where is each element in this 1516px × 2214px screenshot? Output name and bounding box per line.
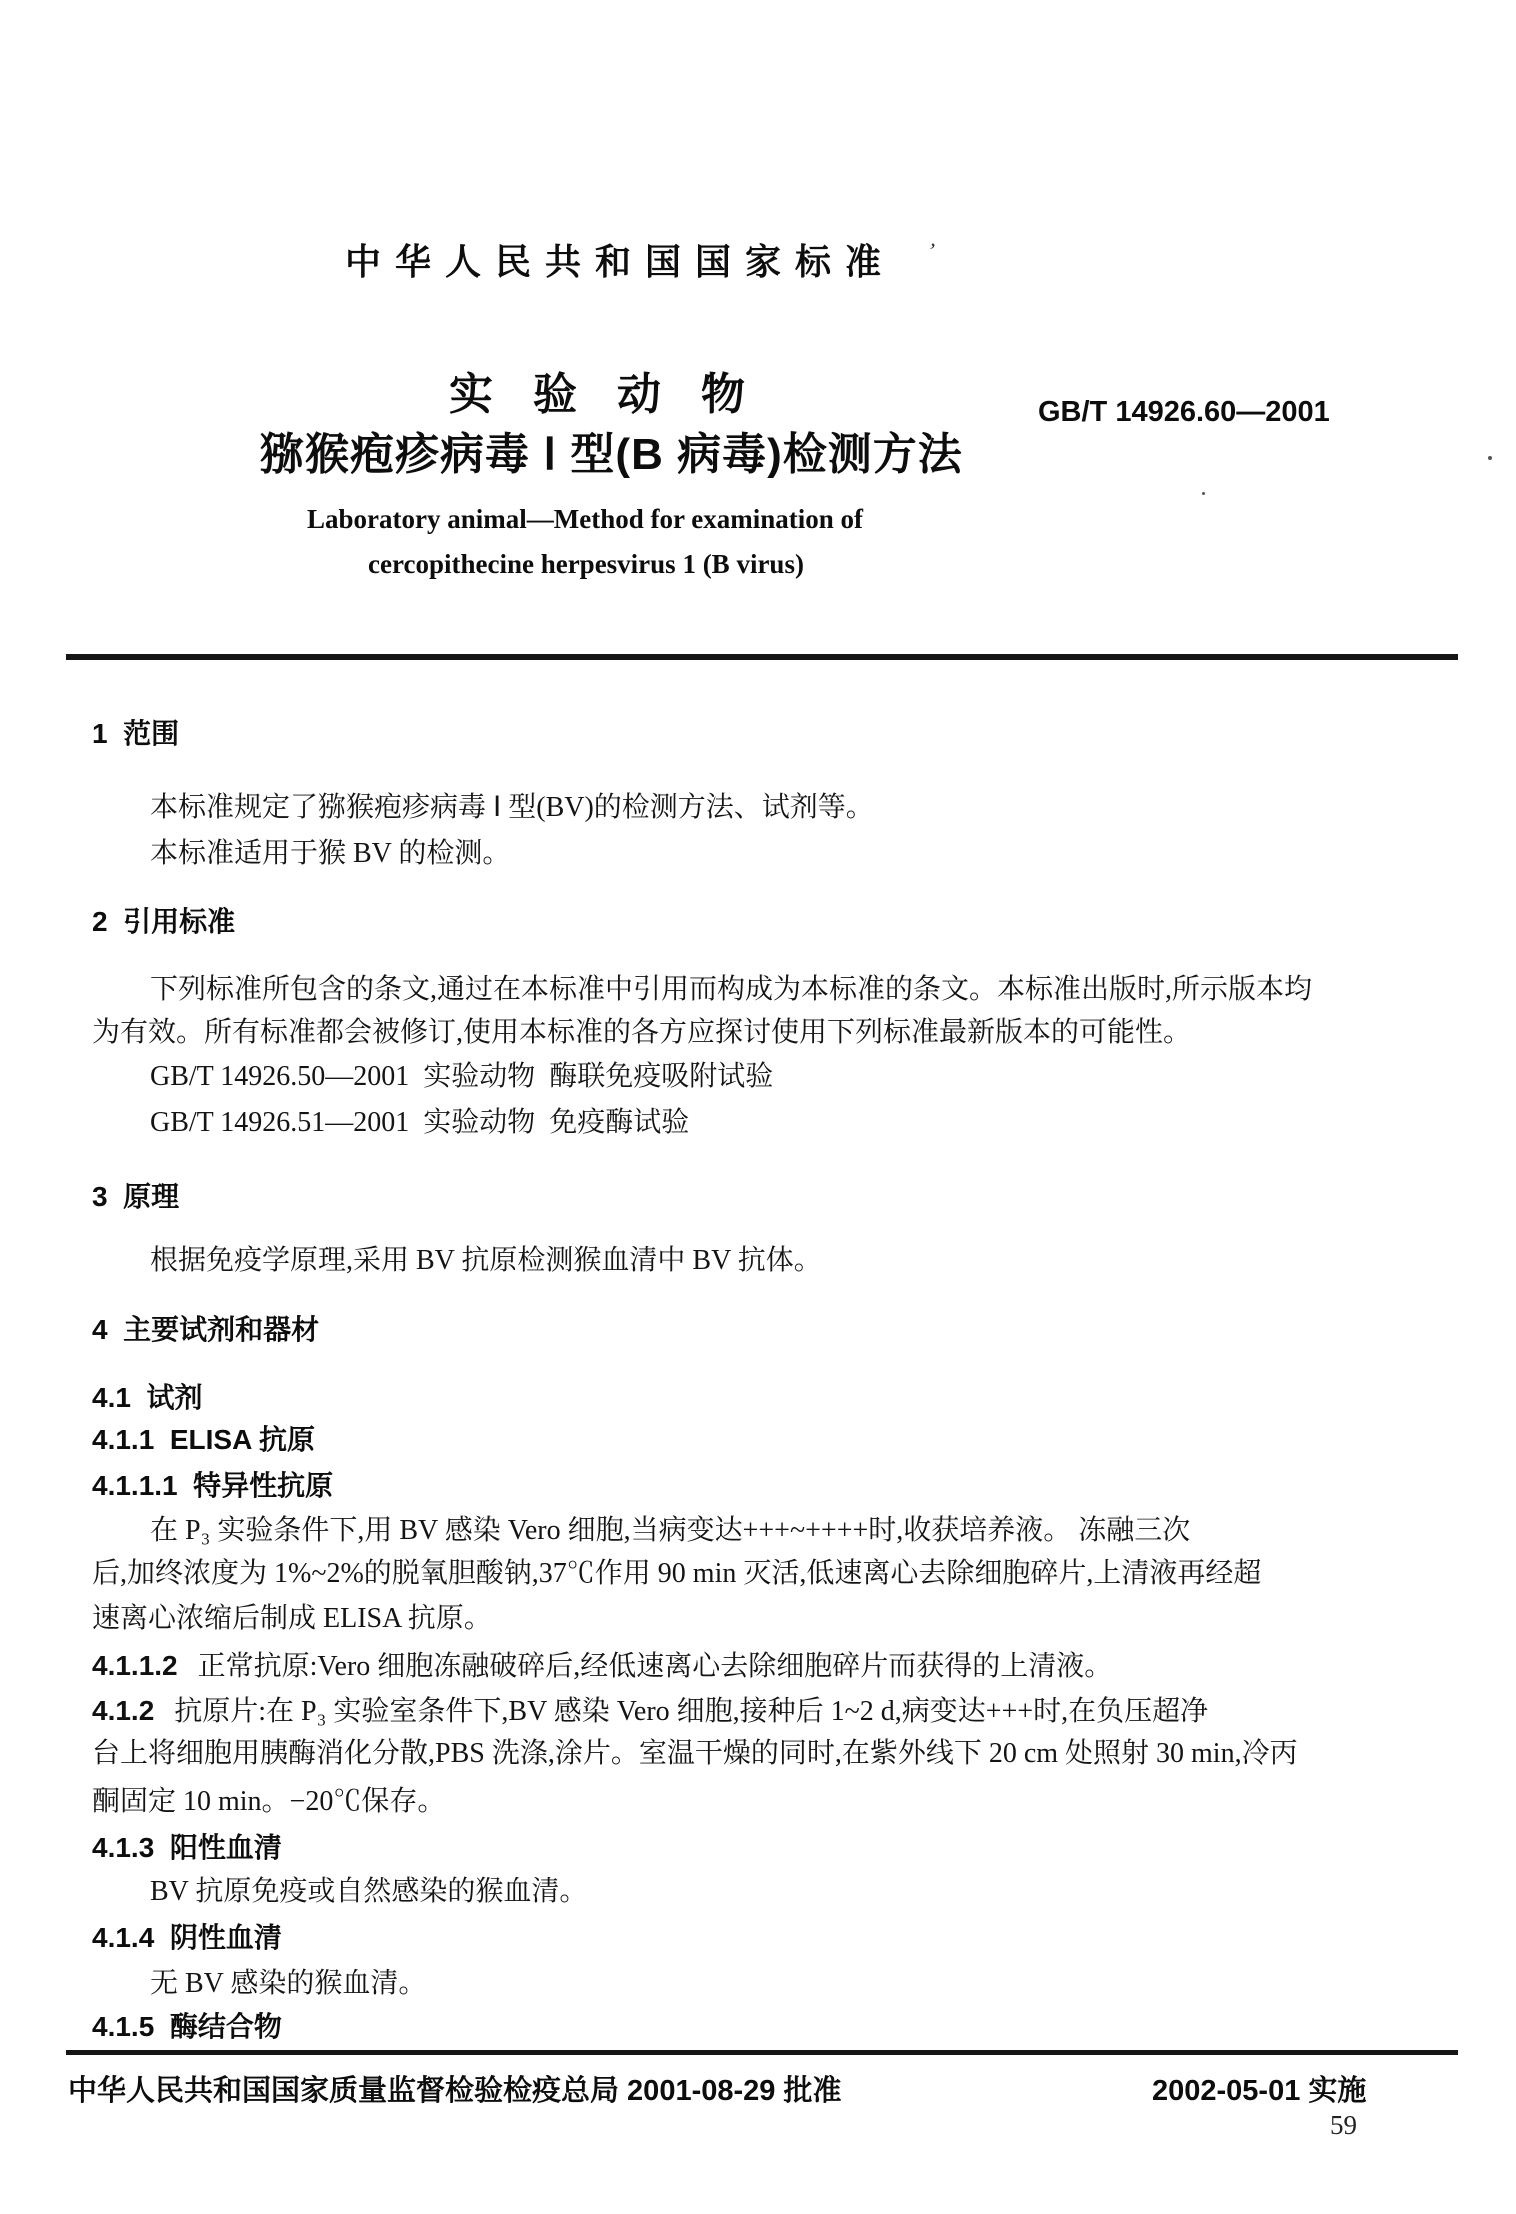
section-3-heading: 3 原理 (92, 1181, 180, 1212)
section-4-1-3-paragraph: BV 抗原免疫或自然感染的猴血清。 (150, 1876, 588, 1907)
title-separator-rule (66, 654, 1458, 660)
section-4-1-1-heading: 4.1.1 ELISA 抗原 (92, 1424, 316, 1455)
section-4-1-1-1-line1: 在 P₃ 实验条件下,用 BV 感染 Vero 细胞,当病变达+++~++++时,收获培养液。 冻融三次 (150, 1515, 1191, 1546)
section-4-1-4-heading: 4.1.4 阴性血清 (92, 1922, 282, 1953)
section-1-paragraph-1: 本标准规定了猕猴疱疹病毒 Ⅰ 型(BV)的检测方法、试剂等。 (150, 792, 874, 823)
section-4-1-2-line2: 台上将细胞用胰酶消化分散,PBS 洗涤,涂片。室温干燥的同时,在紫外线下 20 cm 处照射 30 min,冷丙 (92, 1738, 1298, 1769)
section-3-paragraph-1: 根据免疫学原理,采用 BV 抗原检测猴血清中 BV 抗体。 (150, 1245, 822, 1276)
scan-artifact-tick: ’ (925, 237, 938, 264)
footer-separator-rule (66, 2050, 1458, 2055)
footer-implementation-date: 2002-05-01 实施 (1152, 2075, 1367, 2107)
section-1-heading: 1 范围 (92, 718, 180, 749)
section-2-heading: 2 引用标准 (92, 906, 236, 937)
section-4-1-heading: 4.1 试剂 (92, 1382, 203, 1413)
section-4-1-1-2-line (92, 1652, 1112, 1681)
section-1-paragraph-2: 本标准适用于猴 BV 的检测。 (150, 838, 511, 869)
section-4-1-1-2-number: 4.1.1.2 (92, 1650, 178, 1681)
section-4-1-2-line3: 酮固定 10 min。−20℃保存。 (92, 1786, 446, 1817)
document-title-chinese-line1: 实验动物 (449, 370, 785, 419)
scan-speck (1202, 492, 1205, 495)
national-standard-header: 中华人民共和国国家标准 (345, 241, 896, 282)
section-4-1-5-heading: 4.1.5 酶结合物 (92, 2011, 282, 2042)
section-4-1-2-line1 (92, 1697, 1208, 1726)
document-title-english-line1: Laboratory animal—Method for examination of (307, 504, 863, 534)
section-4-1-3-heading: 4.1.3 阳性血清 (92, 1832, 282, 1863)
section-4-1-1-1-line2: 后,加终浓度为 1%~2%的脱氧胆酸钠,37℃作用 90 min 灭活,低速离心去除细胞碎片,上清液再经超 (92, 1558, 1262, 1589)
referenced-standard-2: GB/T 14926.51—2001 实验动物 免疫酶试验 (150, 1107, 690, 1138)
section-4-1-2-text-line1: 抗原片:在 P₃ 实验室条件下,BV 感染 Vero 细胞,接种后 1~2 d,病变达+++时,在负压超净 (174, 1696, 1209, 1727)
section-4-1-1-1-line3: 速离心浓缩后制成 ELISA 抗原。 (92, 1603, 492, 1634)
standard-code: GB/T 14926.60—2001 (1038, 396, 1330, 428)
scan-speck (1488, 456, 1492, 460)
section-4-heading: 4 主要试剂和器材 (92, 1314, 320, 1345)
section-4-1-2-number: 4.1.2 (92, 1695, 155, 1726)
footer-approval: 中华人民共和国国家质量监督检验检疫总局 2001-08-29 批准 (68, 2075, 842, 2107)
section-2-paragraph-line1: 下列标准所包含的条文,通过在本标准中引用而构成为本标准的条文。本标准出版时,所示版本均 (150, 974, 1313, 1005)
section-4-1-1-2-text: 正常抗原:Vero 细胞冻融破碎后,经低速离心去除细胞碎片而获得的上清液。 (197, 1651, 1113, 1682)
section-4-1-1-1-heading: 4.1.1.1 特异性抗原 (92, 1470, 334, 1501)
document-title-chinese-line2: 猕猴疱疹病毒 Ⅰ 型(B 病毒)检测方法 (260, 430, 963, 479)
page-number: 59 (1330, 2110, 1357, 2140)
referenced-standard-1: GB/T 14926.50—2001 实验动物 酶联免疫吸附试验 (150, 1061, 774, 1092)
section-4-1-4-paragraph: 无 BV 感染的猴血清。 (150, 1968, 427, 1999)
document-title-english-line2: cercopithecine herpesvirus 1 (B virus) (368, 549, 804, 579)
section-2-paragraph-line2: 为有效。所有标准都会被修订,使用本标准的各方应探讨使用下列标准最新版本的可能性。 (92, 1017, 1192, 1048)
